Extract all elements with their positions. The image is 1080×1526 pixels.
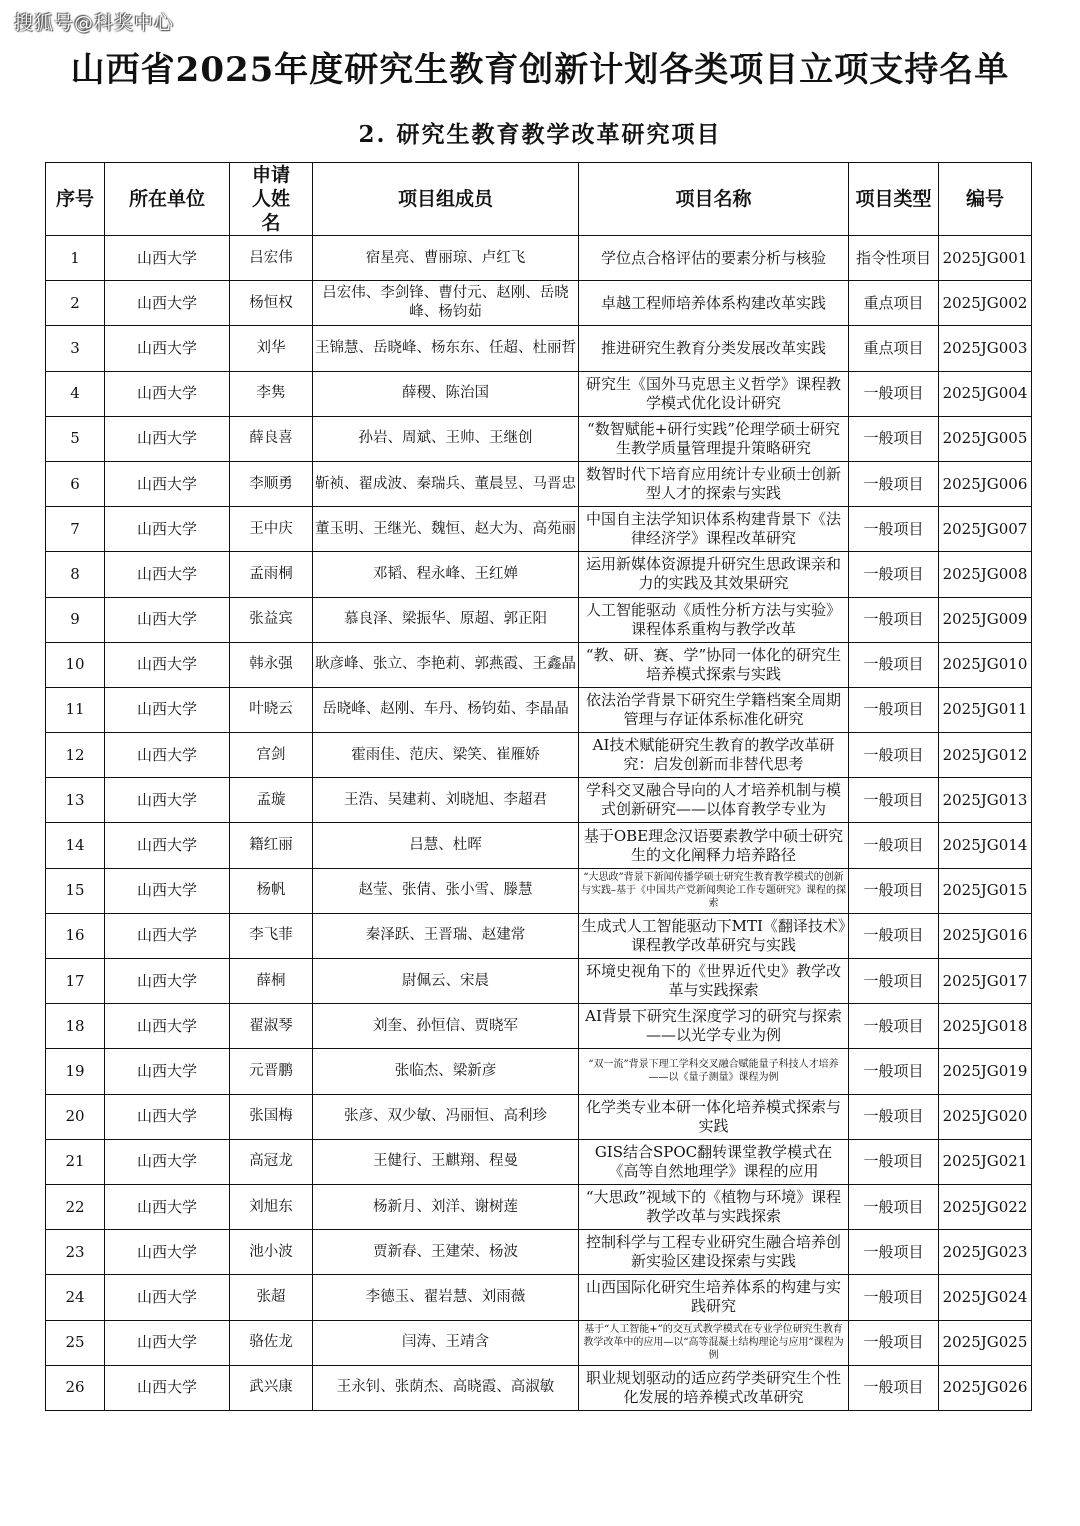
cell-project-name: 化学类专业本研一体化培养模式探索与实践 [579, 1094, 849, 1139]
cell-code: 2025JG024 [939, 1275, 1032, 1320]
cell-applicant: 高冠龙 [230, 1139, 313, 1184]
cell-unit: 山西大学 [105, 236, 230, 281]
cell-project-name: 职业规划驱动的适应药学类研究生个性化发展的培养模式改革研究 [579, 1365, 849, 1410]
cell-index: 4 [46, 371, 105, 416]
cell-index: 3 [46, 326, 105, 371]
cell-project-name: 环境史视角下的《世界近代史》教学改革与实践探索 [579, 959, 849, 1004]
cell-unit: 山西大学 [105, 1139, 230, 1184]
cell-applicant: 李飞菲 [230, 913, 313, 958]
cell-project-type: 重点项目 [849, 326, 939, 371]
table-row [46, 1184, 1032, 1229]
cell-project-type: 指令性项目 [849, 236, 939, 281]
cell-unit: 山西大学 [105, 642, 230, 687]
cell-unit: 山西大学 [105, 1365, 230, 1410]
cell-code: 2025JG004 [939, 371, 1032, 416]
cell-project-name: “数智赋能+研行实践”伦理学硕士研究生教学质量管理提升策略研究 [579, 416, 849, 461]
table-row [46, 1320, 1032, 1365]
table-row [46, 597, 1032, 642]
cell-index: 14 [46, 823, 105, 868]
header-project-name: 项目名称 [579, 163, 849, 236]
cell-members: 董玉明、王继光、魏恒、赵大为、高苑丽 [313, 507, 579, 552]
cell-unit: 山西大学 [105, 416, 230, 461]
cell-members: 张临杰、梁新彦 [313, 1049, 579, 1094]
cell-project-type: 一般项目 [849, 1365, 939, 1410]
cell-index: 26 [46, 1365, 105, 1410]
cell-members: 闫涛、王靖含 [313, 1320, 579, 1365]
table-row [46, 1049, 1032, 1094]
cell-index: 19 [46, 1049, 105, 1094]
cell-project-type: 一般项目 [849, 416, 939, 461]
cell-index: 1 [46, 236, 105, 281]
cell-applicant: 刘华 [230, 326, 313, 371]
table-row [46, 1230, 1032, 1275]
cell-applicant: 杨帆 [230, 868, 313, 913]
table-body [46, 236, 1032, 1411]
cell-project-name: 基于OBE理念汉语要素教学中硕士研究生的文化阐释力培养路径 [579, 823, 849, 868]
cell-code: 2025JG011 [939, 687, 1032, 732]
cell-members: 岳晓峰、赵刚、车丹、杨钧茹、李晶晶 [313, 687, 579, 732]
cell-unit: 山西大学 [105, 1320, 230, 1365]
cell-project-name: 控制科学与工程专业研究生融合培养创新实验区建设探索与实践 [579, 1230, 849, 1275]
watermark-text: 搜狐号@科奖中心 [14, 12, 175, 34]
table-row [46, 507, 1032, 552]
cell-code: 2025JG012 [939, 733, 1032, 778]
cell-unit: 山西大学 [105, 823, 230, 868]
cell-members: 赵莹、张倩、张小雪、滕慧 [313, 868, 579, 913]
cell-unit: 山西大学 [105, 552, 230, 597]
cell-project-type: 一般项目 [849, 1049, 939, 1094]
cell-applicant: 李顺勇 [230, 461, 313, 506]
table-row [46, 778, 1032, 823]
header-code: 编号 [939, 163, 1032, 236]
cell-index: 8 [46, 552, 105, 597]
header-members: 项目组成员 [313, 163, 579, 236]
cell-project-type: 一般项目 [849, 913, 939, 958]
table-row [46, 326, 1032, 371]
cell-code: 2025JG010 [939, 642, 1032, 687]
cell-applicant: 籍红丽 [230, 823, 313, 868]
cell-applicant: 杨恒权 [230, 281, 313, 326]
cell-index: 11 [46, 687, 105, 732]
cell-code: 2025JG007 [939, 507, 1032, 552]
cell-code: 2025JG021 [939, 1139, 1032, 1184]
cell-code: 2025JG009 [939, 597, 1032, 642]
header-row [46, 163, 1032, 236]
cell-index: 15 [46, 868, 105, 913]
table-row [46, 642, 1032, 687]
cell-applicant: 叶晓云 [230, 687, 313, 732]
cell-index: 22 [46, 1184, 105, 1229]
cell-index: 20 [46, 1094, 105, 1139]
cell-members: 王浩、吴建莉、刘晓旭、李超君 [313, 778, 579, 823]
cell-code: 2025JG019 [939, 1049, 1032, 1094]
cell-unit: 山西大学 [105, 371, 230, 416]
cell-applicant: 孟雨桐 [230, 552, 313, 597]
cell-index: 7 [46, 507, 105, 552]
table-row [46, 733, 1032, 778]
header-unit: 所在单位 [105, 163, 230, 236]
cell-project-name: 推进研究生教育分类发展改革实践 [579, 326, 849, 371]
cell-applicant: 元晋鹏 [230, 1049, 313, 1094]
cell-project-type: 一般项目 [849, 1139, 939, 1184]
header-applicant: 申请人姓名 [230, 163, 313, 236]
table-row [46, 1094, 1032, 1139]
table-row [46, 959, 1032, 1004]
cell-project-type: 一般项目 [849, 868, 939, 913]
cell-index: 6 [46, 461, 105, 506]
cell-index: 5 [46, 416, 105, 461]
cell-project-name: GIS结合SPOC翻转课堂教学模式在《高等自然地理学》课程的应用 [579, 1139, 849, 1184]
table-row [46, 1139, 1032, 1184]
cell-project-type: 一般项目 [849, 371, 939, 416]
cell-code: 2025JG008 [939, 552, 1032, 597]
cell-code: 2025JG020 [939, 1094, 1032, 1139]
cell-code: 2025JG016 [939, 913, 1032, 958]
cell-project-name: 山西国际化研究生培养体系的构建与实践研究 [579, 1275, 849, 1320]
cell-applicant: 张超 [230, 1275, 313, 1320]
cell-project-type: 一般项目 [849, 1230, 939, 1275]
document-subtitle: 2. 研究生教育教学改革研究项目 [358, 121, 722, 148]
cell-index: 10 [46, 642, 105, 687]
cell-applicant: 骆佐龙 [230, 1320, 313, 1365]
cell-unit: 山西大学 [105, 1184, 230, 1229]
cell-project-name: “大思政”视域下的《植物与环境》课程教学改革与实践探索 [579, 1184, 849, 1229]
cell-index: 25 [46, 1320, 105, 1365]
cell-unit: 山西大学 [105, 326, 230, 371]
cell-applicant: 薛良喜 [230, 416, 313, 461]
cell-applicant: 武兴康 [230, 1365, 313, 1410]
cell-project-type: 重点项目 [849, 281, 939, 326]
cell-index: 9 [46, 597, 105, 642]
cell-project-type: 一般项目 [849, 1004, 939, 1049]
cell-project-type: 一般项目 [849, 507, 939, 552]
cell-index: 17 [46, 959, 105, 1004]
table-row [46, 1365, 1032, 1410]
cell-index: 16 [46, 913, 105, 958]
cell-code: 2025JG023 [939, 1230, 1032, 1275]
cell-members: 王永钊、张荫杰、高晓霞、高淑敏 [313, 1365, 579, 1410]
cell-members: 王健行、王麒翔、程曼 [313, 1139, 579, 1184]
table-row [46, 913, 1032, 958]
cell-project-type: 一般项目 [849, 1184, 939, 1229]
cell-unit: 山西大学 [105, 1004, 230, 1049]
cell-unit: 山西大学 [105, 597, 230, 642]
cell-members: 宿星亮、曹丽琼、卢红飞 [313, 236, 579, 281]
table-row [46, 823, 1032, 868]
cell-project-type: 一般项目 [849, 1275, 939, 1320]
table-row [46, 461, 1032, 506]
cell-code: 2025JG002 [939, 281, 1032, 326]
cell-code: 2025JG003 [939, 326, 1032, 371]
cell-unit: 山西大学 [105, 913, 230, 958]
cell-code: 2025JG013 [939, 778, 1032, 823]
cell-unit: 山西大学 [105, 461, 230, 506]
cell-members: 薛稷、陈治国 [313, 371, 579, 416]
cell-unit: 山西大学 [105, 959, 230, 1004]
cell-project-name: 中国自主法学知识体系构建背景下《法律经济学》课程改革研究 [579, 507, 849, 552]
cell-project-name: 生成式人工智能驱动下MTI《翻译技术》课程教学改革研究与实践 [579, 913, 849, 958]
cell-members: 杨新月、刘洋、谢树莲 [313, 1184, 579, 1229]
cell-applicant: 韩永强 [230, 642, 313, 687]
table-row [46, 416, 1032, 461]
header-project-type: 项目类型 [849, 163, 939, 236]
cell-unit: 山西大学 [105, 733, 230, 778]
cell-project-type: 一般项目 [849, 642, 939, 687]
cell-project-name: 学位点合格评估的要素分析与核验 [579, 236, 849, 281]
cell-index: 12 [46, 733, 105, 778]
table-row [46, 281, 1032, 326]
cell-code: 2025JG017 [939, 959, 1032, 1004]
cell-project-type: 一般项目 [849, 461, 939, 506]
cell-applicant: 吕宏伟 [230, 236, 313, 281]
cell-unit: 山西大学 [105, 1094, 230, 1139]
cell-members: 刘奎、孙恒信、贾晓军 [313, 1004, 579, 1049]
cell-unit: 山西大学 [105, 868, 230, 913]
cell-unit: 山西大学 [105, 1230, 230, 1275]
cell-project-name: 运用新媒体资源提升研究生思政课亲和力的实践及其效果研究 [579, 552, 849, 597]
table-row [46, 236, 1032, 281]
cell-applicant: 刘旭东 [230, 1184, 313, 1229]
cell-unit: 山西大学 [105, 507, 230, 552]
cell-project-type: 一般项目 [849, 552, 939, 597]
cell-code: 2025JG001 [939, 236, 1032, 281]
cell-members: 李德玉、翟岩慧、刘雨薇 [313, 1275, 579, 1320]
cell-members: 邓韬、程永峰、王红婵 [313, 552, 579, 597]
cell-members: 慕良泽、梁振华、原超、郭正阳 [313, 597, 579, 642]
cell-project-name: AI背景下研究生深度学习的研究与探索——以光学专业为例 [579, 1004, 849, 1049]
cell-applicant: 王中庆 [230, 507, 313, 552]
cell-project-name: 数智时代下培育应用统计专业硕士创新型人才的探索与实践 [579, 461, 849, 506]
cell-members: 王锦慧、岳晓峰、杨东东、任超、杜丽哲 [313, 326, 579, 371]
table-row [46, 687, 1032, 732]
cell-project-name: 卓越工程师培养体系构建改革实践 [579, 281, 849, 326]
cell-project-type: 一般项目 [849, 959, 939, 1004]
cell-project-name: “教、研、赛、学”协同一体化的研究生培养模式探索与实践 [579, 642, 849, 687]
cell-project-name: 研究生《国外马克思主义哲学》课程教学模式优化设计研究 [579, 371, 849, 416]
cell-project-type: 一般项目 [849, 823, 939, 868]
cell-applicant: 张益宾 [230, 597, 313, 642]
cell-applicant: 薛桐 [230, 959, 313, 1004]
cell-code: 2025JG015 [939, 868, 1032, 913]
cell-project-name: “双一流”背景下理工学科交叉融合赋能量子科技人才培养——以《量子测量》课程为例 [579, 1049, 849, 1094]
cell-index: 2 [46, 281, 105, 326]
cell-applicant: 李隽 [230, 371, 313, 416]
cell-code: 2025JG025 [939, 1320, 1032, 1365]
cell-code: 2025JG026 [939, 1365, 1032, 1410]
cell-project-type: 一般项目 [849, 1094, 939, 1139]
document-title: 山西省2025年度研究生教育创新计划各类项目立项支持名单 [70, 50, 1010, 90]
cell-index: 21 [46, 1139, 105, 1184]
cell-project-type: 一般项目 [849, 778, 939, 823]
cell-members: 靳祯、翟成波、秦瑞兵、董晨昱、马晋忠 [313, 461, 579, 506]
cell-code: 2025JG005 [939, 416, 1032, 461]
cell-project-type: 一般项目 [849, 687, 939, 732]
cell-code: 2025JG014 [939, 823, 1032, 868]
cell-project-name: 依法治学背景下研究生学籍档案全周期管理与存证体系标准化研究 [579, 687, 849, 732]
cell-project-name: 基于“人工智能+”的交互式教学模式在专业学位研究生教育教学改革中的应用—以“高等混凝土结构理论与应用”课程为例 [579, 1320, 849, 1365]
cell-code: 2025JG022 [939, 1184, 1032, 1229]
cell-unit: 山西大学 [105, 1049, 230, 1094]
cell-project-type: 一般项目 [849, 733, 939, 778]
cell-code: 2025JG018 [939, 1004, 1032, 1049]
cell-unit: 山西大学 [105, 687, 230, 732]
cell-index: 18 [46, 1004, 105, 1049]
cell-applicant: 翟淑琴 [230, 1004, 313, 1049]
cell-project-name: 学科交叉融合导向的人才培养机制与模式创新研究——以体育教学专业为 [579, 778, 849, 823]
cell-project-name: “大思政”背景下新闻传播学硕士研究生教育教学模式的创新与实践–基于《中国共产党新闻舆论工作专题研究》课程的探索 [579, 868, 849, 913]
cell-project-type: 一般项目 [849, 597, 939, 642]
cell-members: 吕宏伟、李剑锋、曹付元、赵刚、岳晓峰、杨钧茹 [313, 281, 579, 326]
cell-applicant: 宫剑 [230, 733, 313, 778]
project-list-table [45, 162, 1032, 1411]
header-index: 序号 [46, 163, 105, 236]
cell-members: 孙岩、周斌、王帅、王继创 [313, 416, 579, 461]
cell-index: 24 [46, 1275, 105, 1320]
table-row [46, 552, 1032, 597]
cell-members: 张彦、双少敏、冯丽恒、高利珍 [313, 1094, 579, 1139]
cell-project-name: 人工智能驱动《质性分析方法与实验》课程体系重构与教学改革 [579, 597, 849, 642]
cell-applicant: 池小波 [230, 1230, 313, 1275]
cell-applicant: 张国梅 [230, 1094, 313, 1139]
cell-members: 尉佩云、宋晨 [313, 959, 579, 1004]
cell-index: 23 [46, 1230, 105, 1275]
cell-unit: 山西大学 [105, 1275, 230, 1320]
table-row [46, 868, 1032, 913]
cell-members: 吕慧、杜晖 [313, 823, 579, 868]
cell-project-name: AI技术赋能研究生教育的教学改革研究：启发创新而非替代思考 [579, 733, 849, 778]
table-row [46, 1275, 1032, 1320]
cell-members: 耿彦峰、张立、李艳莉、郭燕霞、王鑫晶 [313, 642, 579, 687]
cell-unit: 山西大学 [105, 281, 230, 326]
cell-code: 2025JG006 [939, 461, 1032, 506]
table-row [46, 371, 1032, 416]
cell-members: 秦泽跃、王晋瑞、赵建常 [313, 913, 579, 958]
cell-unit: 山西大学 [105, 778, 230, 823]
cell-members: 贾新春、王建荣、杨波 [313, 1230, 579, 1275]
cell-index: 13 [46, 778, 105, 823]
table-row [46, 1004, 1032, 1049]
cell-members: 霍雨佳、范庆、梁笑、崔雁娇 [313, 733, 579, 778]
cell-project-type: 一般项目 [849, 1320, 939, 1365]
cell-applicant: 孟璇 [230, 778, 313, 823]
table-header [46, 163, 1032, 236]
